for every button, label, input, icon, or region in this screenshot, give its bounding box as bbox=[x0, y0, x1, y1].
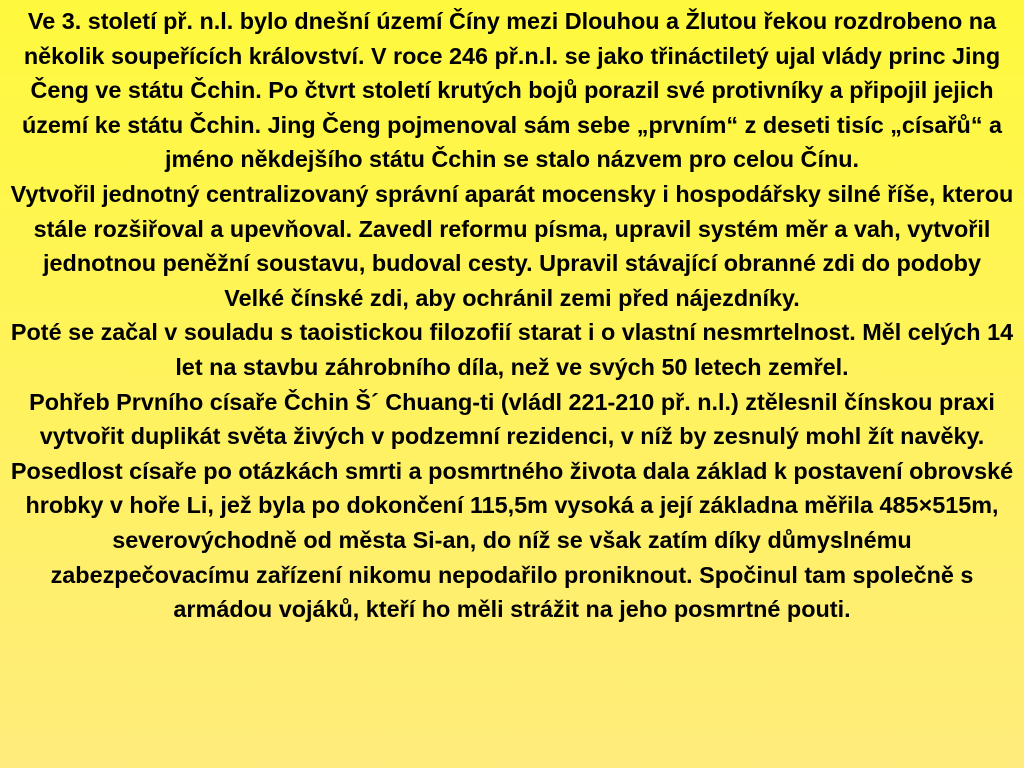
paragraph-burial: Pohřeb Prvního císaře Čchin Š´ Chuang-ti (vládl 221-210 př. n.l.) ztělesnil čínskou praxi vytvořit duplikát světa živých v podzemní rezidenci, v níž by zesnulý mohl žít navěky. Posedlost císaře po otázkách smrti a posmrtného života dala základ k postavení obrovské hrobky v hoře Li, jež byla po dokončení 115,5m vysoká a její základna měřila 485×515m, severovýchodně od města Si-an, do níž se však zatím díky důmyslnému zabezpečovacímu zařízení nikomu nepodařilo proniknout. Spočinul tam společně s armádou vojáků, kteří ho měli strážit na jeho posmrtné pouti. bbox=[10, 388, 1014, 623]
paragraph-intro: Ve 3. století př. n.l. bylo dnešní území Číny mezi Dlouhou a Žlutou řekou rozdrobeno na několik soupeřících království. V roce 246 př.n.l. se jako třináctiletý ujal vlády princ Jing Čeng ve státu Čchin. Po čtvrt století krutých bojů porazil své protivníky a připojil jejich území ke státu Čchin. Jing Čeng pojmenoval sám sebe „prvním“ z deseti tisíc „císařů“ a jméno někdejšího státu Čchin se stalo názvem pro celou Čínu. bbox=[21, 8, 1003, 173]
paragraph-immortality: Poté se začal v souladu s taoistickou filozofií starat i o vlastní nesmrtelnost. Měl celých 14 let na stavbu záhrobního díla, než ve svých 50 letech zemřel. bbox=[10, 319, 1014, 380]
paragraph-reforms: Vytvořil jednotný centralizovaný správní aparát mocensky i hospodářsky silné říše, kterou stále rozšiřoval a upevňoval. Zavedl reformu písma, upravil systém měr a vah, vytvořil jednotnou peněžní soustavu, budoval cesty. Upravil stávající obranné zdi do podoby Velké čínské zdi, aby ochránil zemi před nájezdníky. bbox=[10, 180, 1014, 311]
